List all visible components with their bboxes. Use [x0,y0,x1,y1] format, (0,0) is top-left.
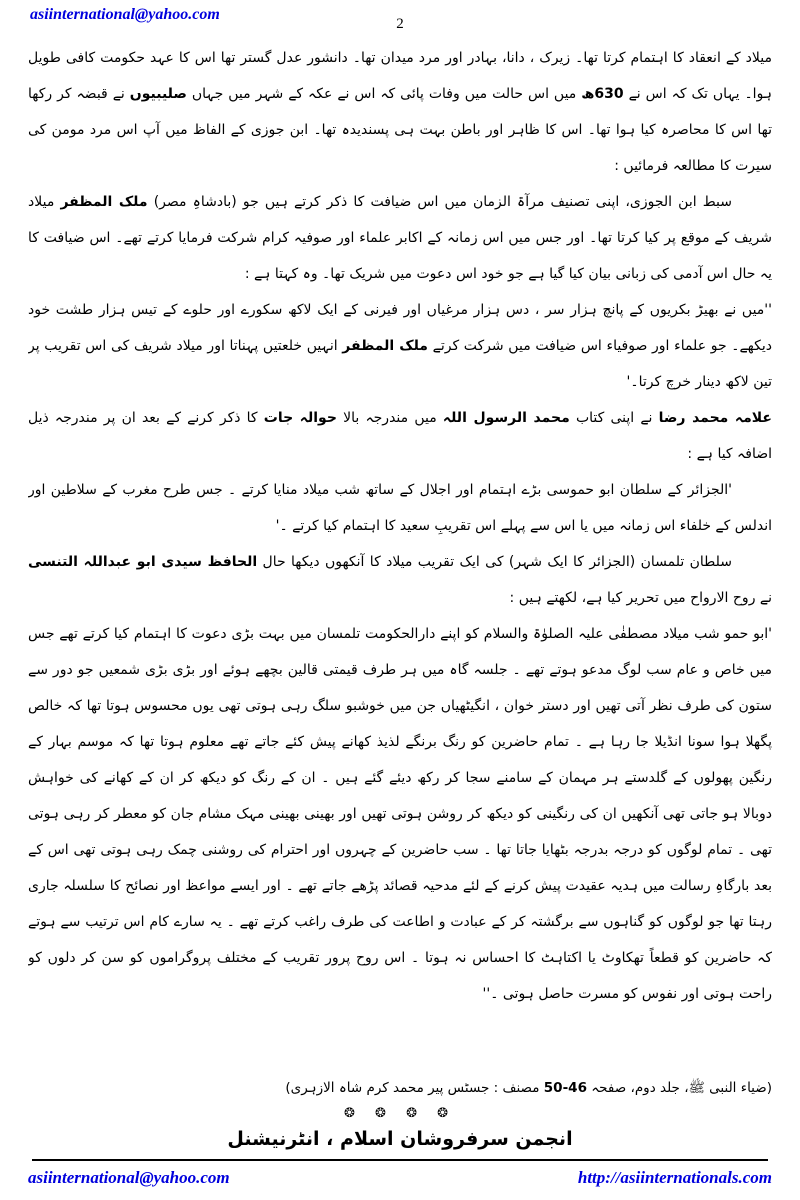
page-number: 2 [396,16,404,32]
text-segment: ''میں نے بھیڑ بکریوں کے پانچ ہزار سر ، دس ہزار مرغیاں اور فیرنی کے ایک لاکھ سکورے اور حلوے کے تیس ہزار طشت خود دیکھے۔ جو علماء اور صوفیاء اس ضیافت میں شرکت کرتے [28,302,772,354]
paragraph [28,544,772,616]
text-segment: نے قبضہ کر رکھا تھا اس کا محاصرہ کیا ہوا تھا۔ اس کا ظاہر اور باطن بہت ہی پسندیدہ تھا۔ ابن جوزی کے الفاظ میں آپ اس مرد مومن کی سیرت کا مطالعہ فرمائیں : [28,86,772,174]
text-segment: کا ذکر کرنے کے بعد ان پر مندرجہ ذیل اضافہ کیا ہے : [28,410,772,462]
bold-text-segment: ملک المظفر [60,194,148,210]
paragraph [28,400,772,472]
footer-url-link[interactable]: http://asiinternationals.com [577,1168,772,1187]
text-segment: نے اپنی کتاب [569,410,659,426]
paragraph [28,616,772,1012]
text-segment: سبط ابن الجوزی، اپنی تصنیف مرآۃ الزمان میں اس ضیافت کا ذکر کرتے ہیں جو (بادشاہِ مصر) [147,194,732,210]
bold-text-segment: علامہ محمد رضا [658,410,772,426]
text-segment: میلاد شریف کے موقع پر کیا کرتا تھا۔ اور جس میں اس زمانہ کے اکابر علماء اور صوفیہ کرام شرکت فرمایا کرتے تھے۔ اس ضیافت کا یہ حال اس آدمی کی زبانی بیان کیا گیا ہے جو خود اس دعوت میں شریک تھا۔ وہ کہتا ہے : [28,194,772,282]
paragraph [28,292,772,400]
text-segment: میں مندرجہ بالا [336,410,443,426]
footer-block [28,1073,772,1188]
text-segment: سلطان تلمسان (الجزائر کا ایک شہر) کی ایک تقریب میلاد کا آنکھوں دیکھا حال [257,554,732,570]
organization-title: انجمن سرفروشان اسلام ، انٹرنیشنل [227,1128,573,1150]
text-segment: 'الجزائر کے سلطان ابو حموسی بڑے اہتمام اور اجلال کے ساتھ شب میلاد منایا کرتے ۔ جس طرح مغرب کے سلاطین اور اندلس کے خلفاء اس زمانہ میں یا اس سے پہلے اس تقریبِ سعید کا اہتمام کیا کرتے ۔' [28,482,772,534]
star-ornament: ❂ ❂ ❂ ❂ [344,1106,456,1121]
text-segment: میلاد کے انعقاد کا اہتمام کرتا تھا۔ زیرک ، دانا، بہادر اور مرد میدان تھا۔ دانشور عدل گستر تھا اس کا عہد حکومت کافی طویل ہوا۔ یہاں تک کہ اس نے [28,50,772,102]
footer-email-link[interactable]: asiinternational@yahoo.com [28,1168,230,1187]
header-email-link[interactable]: asiinternational@yahoo.com [30,6,220,23]
text-segment: ، جلد دوم، صفحہ [586,1080,689,1096]
paragraph [28,40,772,184]
bold-text-segment: الحافظ سیدی ابو عبداللہ التنسی [28,554,258,570]
footer-links [28,1168,772,1188]
text-segment: میں اس حالت میں وفات پائی کہ اس نے عکہ کے شہر میں جہاں [186,86,582,102]
bold-text-segment: 630ھ [581,86,624,102]
text-segment: ﷺ [688,1080,705,1096]
footer-divider [32,1159,768,1161]
paragraph [28,184,772,292]
body-text [28,40,772,1050]
bold-text-segment: ملک المظفر [342,338,428,354]
text-segment: مصنف : جسٹس پیر محمد کرم شاہ الازہری) [285,1080,544,1096]
text-segment: 'ابو حمو شب میلاد مصطفٰی علیہ الصلوٰۃ والسلام کو اپنے دارالحکومت تلمسان میں بہت بڑی دعوت کا اہتمام کیا کرتے تھے جس میں خاص و عام سب لوگ مدعو ہوتے تھے ۔ جلسہ گاہ میں ہر طرف قیمتی قالین بچھے ہوئے اور بڑی بڑی شمعیں جو دور سے ستون کی طرف نظر آتی تھیں اور دستر خوان ، انگیٹھیاں جن میں خوشبو سلگ رہی ہوتی تھی یوں محسوس ہوتا تھا کہ خالص پگھلا ہوا سونا انڈیلا جا رہا ہے ۔ تمام حاضرین کو رنگ برنگے لذیذ کھانے پیش کئے جاتے تھے معلوم ہوتا تھا کہ موسم بہار کے رنگین پھولوں کے گلدستے ہر مہمان کے سامنے سجا کر رکھ دیئے گئے ہیں ۔ ان کے رنگ کو دیکھ کر ان کے کھانے کی خواہش دوبالا ہو جاتی تھی آنکھیں ان کی رنگینی کو دیکھ کر روشن ہوتی تھیں اور بھینی بھینی مہک مشام جان کو معطر کر رہی ہوتی تھی ۔ تمام لوگوں کو درجہ بدرجہ بٹھایا جاتا تھا ۔ سب حاضرین کے چہروں اور احترام کی روشنی چمک رہی ہوتی تھی اس کے بعد بارگاہِ رسالت میں ہدیہ عقیدت پیش کرنے کے لئے مدحیہ قصائد پڑھے جاتے تھے ۔ اور ایسے مواعظ اور نصائح کا سلسلہ جاری رہتا تھا جو لوگوں کو گناہوں سے برگشتہ کر کے عبادت و اطاعت کی طرف راغب کرتے تھے ۔ یہ سارے کام اس ترتیب سے ہوتے کہ حاضرین کو قطعاً تھکاوٹ یا اکتاہٹ کا احساس نہ ہوتا ۔ اس روح پرور تقریب کے مختلف پروگراموں کو سن کر دلوں کو راحت ہوتی اور نفوس کو مسرت حاصل ہوتی ۔'' [28,626,772,1002]
bold-text-segment: محمد الرسول اللہ [442,410,570,426]
text-segment: انہیں خلعتیں پہناتا اور میلاد شریف کی اس تقریب پر تین لاکھ دینار خرچ کرتا۔' [28,338,772,390]
bold-text-segment: صلیبیوں [129,86,187,102]
paragraph [28,472,772,544]
text-segment: نے روح الارواح میں تحریر کیا ہے، لکھتے ہیں : [509,590,772,606]
bold-text-segment: حوالہ جات [263,410,337,426]
bold-text-segment: 46-50 [543,1080,587,1096]
citation-reference [28,1073,772,1103]
text-segment: (ضیاء النبی [704,1080,772,1096]
